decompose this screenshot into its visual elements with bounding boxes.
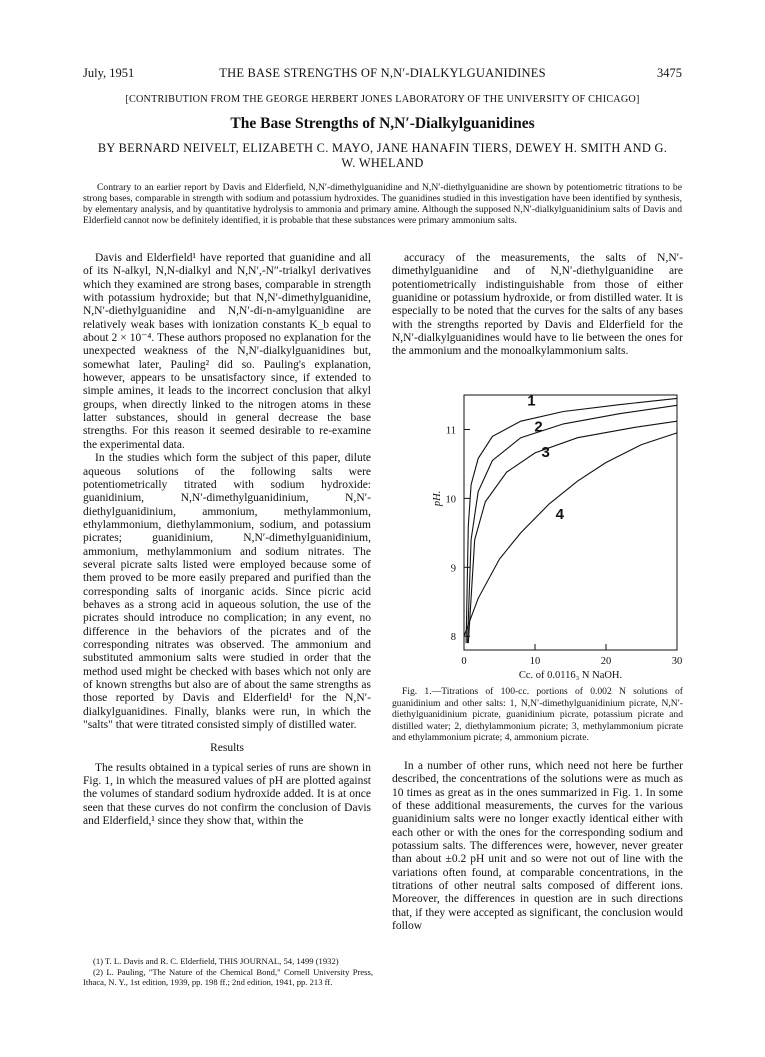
article-title: The Base Strengths of N,N′-Dialkylguanidines: [230, 115, 535, 132]
y-tick-label: 11: [445, 425, 456, 437]
x-tick-label: 0: [461, 656, 467, 667]
y-axis-label: pH.: [432, 490, 443, 507]
series-label-2: 2: [534, 418, 543, 436]
right-column: [392, 252, 683, 359]
issue-date: July, 1951: [83, 66, 135, 80]
series-label-4: 4: [555, 506, 565, 524]
figure-caption: Fig. 1.—Titrations of 100-cc. portions of 0.002 N solutions of guanidinium and other salts: 1, N,N′-dimethylguanidinium picrate, N,N′-diethylguanidinium picrate, guanidinium picrate, potassium picrate and distilled water; 2, diethylammonium picrate; 3, methylammonium picrate and ethylammonium picrate; 4, ammonium picrate.: [392, 686, 683, 743]
footnote-2: (2) L. Pauling, "The Nature of the Chemical Bond," Cornell University Press, Ithaca, N. Y., 1st edition, 1939, pp. 198 ff.; 2nd edition, 1941, pp. 213 ff.: [83, 967, 373, 988]
left-column: [83, 252, 371, 828]
running-title: THE BASE STRENGTHS OF N,N′-DIALKYLGUANIDINES: [219, 66, 546, 80]
series-line-4: [464, 430, 677, 637]
x-tick-label: 20: [600, 656, 612, 667]
running-header: [83, 66, 682, 82]
y-tick-label: 9: [450, 563, 456, 575]
contribution-line: [CONTRIBUTION FROM THE GEORGE HERBERT JONES LABORATORY OF THE UNIVERSITY OF CHICAGO]: [125, 94, 640, 105]
plot-frame: [464, 395, 677, 650]
titration-chart: [392, 380, 683, 685]
x-tick-label: 10: [529, 656, 541, 667]
footnotes: [83, 956, 373, 989]
series-line-2: [468, 405, 678, 643]
series-line-1: [466, 398, 677, 643]
abstract: Contrary to an earlier report by Davis and Elderfield, N,N′-dimethylguanidine and N,N′-diethylguanidine are shown by potentiometric titrations to be strong bases, comparable in strength with sodium and potassium hydroxides. The guanidines studied in this investigation have been identified by synthesis, by elementary analysis, and by quantitative hydrolysis to ammonia and primary amine. Although the supposed N,N′-dialkylguanidinium salts of Davis and Elderfield cannot now be definitely identified, it is probable that these substances were primary ammonium salts.: [83, 182, 682, 227]
paragraph-other-runs: In a number of other runs, which need not here be further described, the concentrations of the solutions were as much as 10 times as great as in the ones summarized in Fig. 1. In some of these additional measurements, the curves for the various guanidinium salts were no longer exactly identical either with each other or with the ones for the corresponding sodium and potassium salts. The differences were, however, never greater than about ±0.2 pH unit and so were not out of line with the variations often found, at comparable concentrations, in the titrations of other neutral salts composed of different ions. Moreover, the differences in question are in such directions that, if they were accepted as significant, the conclusion would follow: [392, 760, 683, 933]
series-label-1: 1: [527, 392, 536, 410]
paragraph-methods: In the studies which form the subject of this paper, dilute aqueous solutions of the following salts were potentiometrically titrated with sodium hydroxide: guanidinium, N,N′-dimethylguanidinium, N,N′-diethylguanidinium, ammonium, methylammonium, ethylammonium, diethylammonium, sodium, and potassium picrates; guanidinium, N,N′-dimethylguanidinium, ammonium, methylammonium and sodium nitrates. The several picrate salts listed were employed because some of them proved to be more easily prepared and purified than the corresponding salts of inorganic acids. Since picric acid behaves as a strong acid in aqueous solution, the use of the picrates should introduce no complication; in any event, no difference in the behaviors of the picrates and of the corresponding nitrates was observed. The ammonium and substituted ammonium salts were studied in order that the method used might be checked with bases which not only are of known strengths but also are of about the same strengths as those reported by Davis and Elderfield¹ for the N,N′-dialkylguanidines. Finally, blanks were run, in which the "salts" that were titrated consisted simply of distilled water.: [83, 452, 371, 732]
author-list: BY BERNARD NEIVELT, ELIZABETH C. MAYO, JANE HANAFIN TIERS, DEWEY H. SMITH AND G. W. WHELAND: [97, 141, 668, 170]
series-label-3: 3: [541, 444, 550, 462]
right-column-continued: [392, 760, 683, 933]
x-tick-label: 30: [671, 656, 683, 667]
footnote-1: (1) T. L. Davis and R. C. Elderfield, THIS JOURNAL, 54, 1499 (1932): [93, 956, 339, 966]
y-tick-label: 8: [450, 632, 456, 644]
figure-1: [392, 380, 683, 681]
x-axis-label: Cc. of 0.0116₃ N NaOH.: [518, 670, 623, 681]
paragraph-intro: Davis and Elderfield¹ have reported that guanidine and all of its N-alkyl, N,N-dialkyl and N,N′,-N″-trialkyl derivatives which they examined are strong bases, comparable in strength with potassium hydroxide; but that N,N′-dimethylguanidine, N,N′-diethylguanidine and N,N′-di-n-amylguanidine are relatively weak bases with ionization constants K_b equal to about 2 × 10⁻⁴. These authors proposed no explanation for the unexpected weakness of the N,N′-dialkylguanidines but, somewhat later, Pauling² did so. Pauling's explanation, however, appears to be unsatisfactory since, if extended to simple amines, it leads to the incorrect conclusion that alkyl groups, when directly linked to the nitrogen atoms in these latter substances, should in general decrease the base strengths. For this reason it seemed desirable to re-examine the experimental data.: [83, 252, 371, 451]
paragraph-accuracy: accuracy of the measurements, the salts of N,N′-dimethylguanidine and of N,N′-diethylguanidine are potentiometrically indistinguishable from those of either guanidine or potassium hydroxide, or from distilled water. It is especially to be noted that the curves for the salts of any bases with the strengths reported by Davis and Elderfield for the N,N′-dialkylguanidines would have to lie between the ones for the ammonium and the monoalkylammonium salts.: [392, 252, 683, 358]
section-heading-results: Results: [210, 742, 244, 755]
page-number: 3475: [657, 66, 682, 80]
y-tick-label: 10: [445, 494, 456, 506]
paragraph-results: The results obtained in a typical series of runs are shown in Fig. 1, in which the measured values of pH are plotted against the volumes of standard sodium hydroxide added. It is at once seen that these curves do not confirm the conclusion of Davis and Elderfield,¹ since they show that, within the: [83, 761, 371, 828]
